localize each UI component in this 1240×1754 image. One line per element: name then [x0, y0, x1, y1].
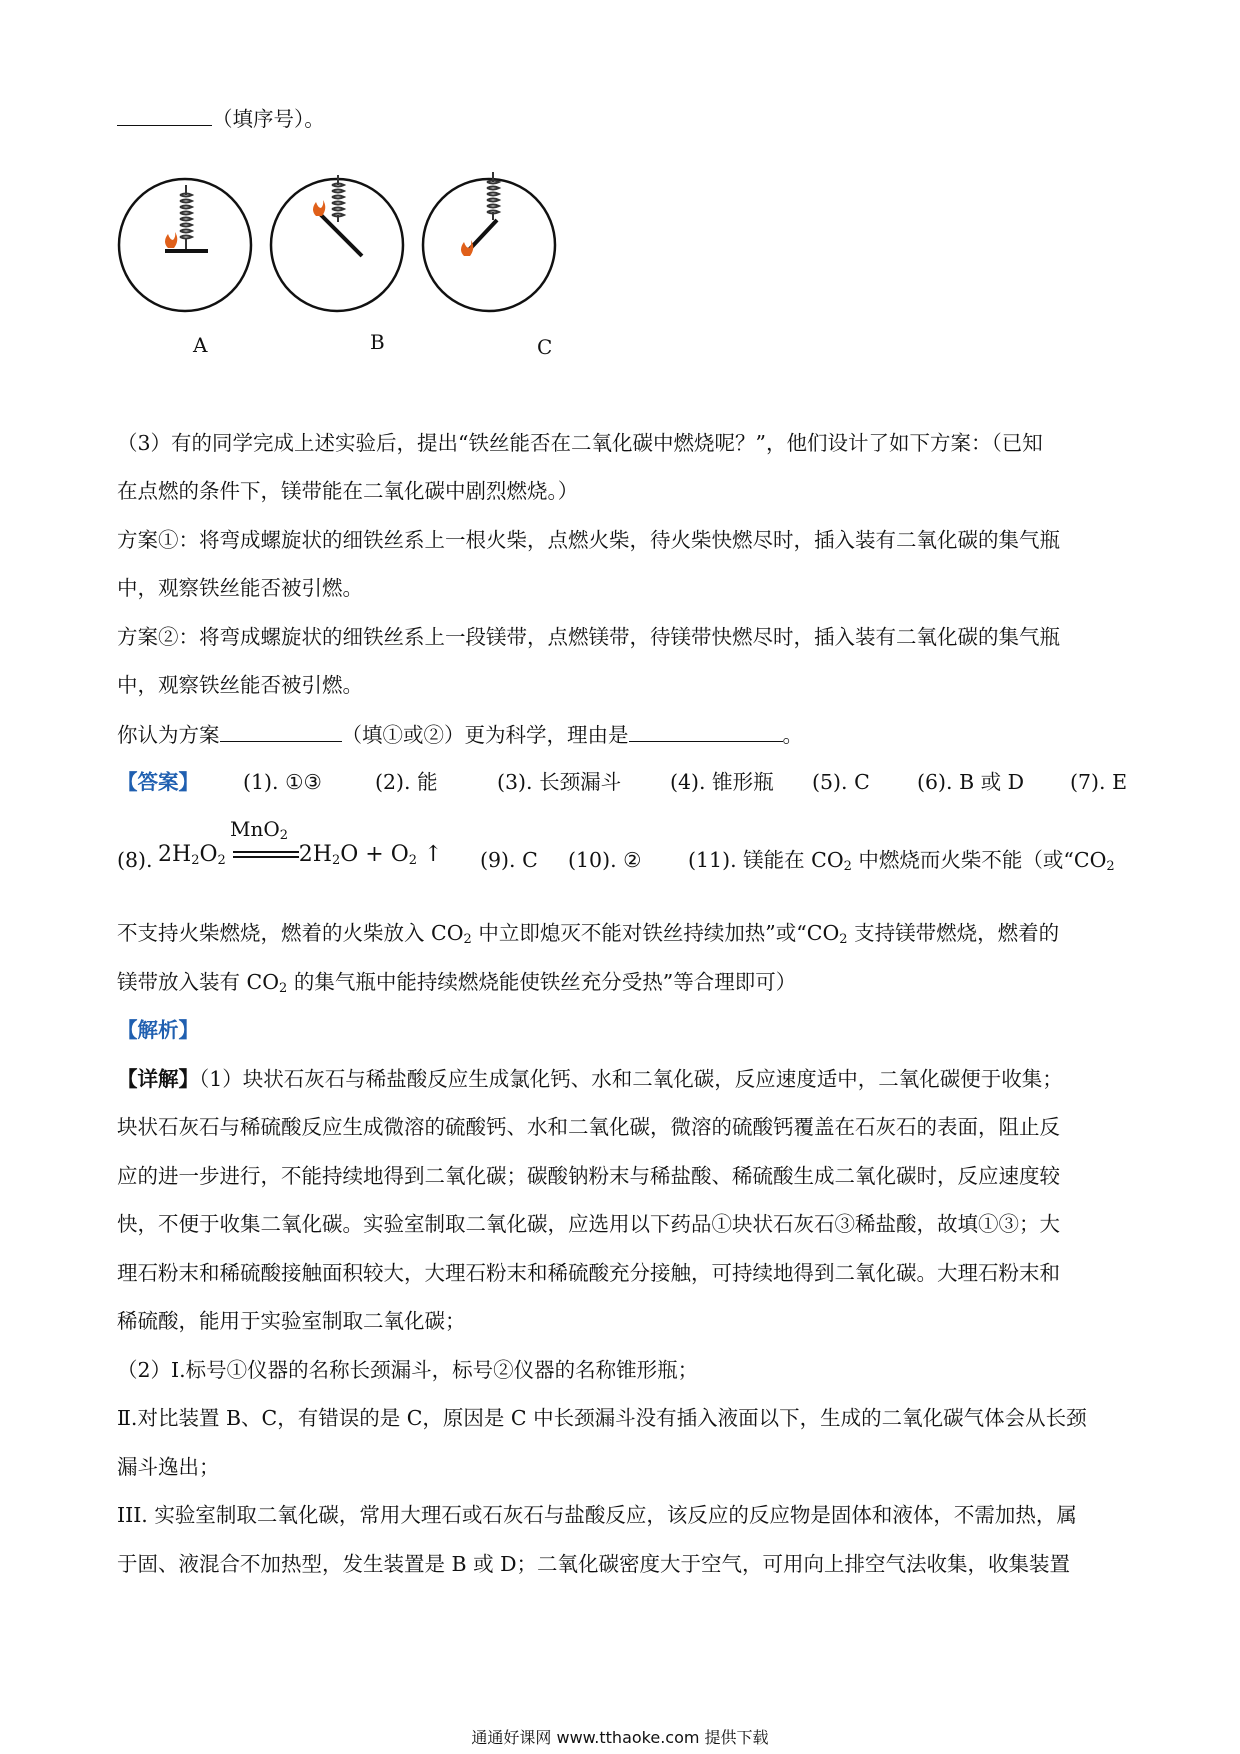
answer-item-5: (5). C [812, 770, 870, 794]
analysis-line-7: （2）Ⅰ.标号①仪器的名称长颈漏斗，标号②仪器的名称锥形瓶； [117, 1358, 699, 1382]
analysis-line-8: Ⅱ.对比装置 B、C，有错误的是 C，原因是 C 中长颈漏斗没有插入液面以下，生成的二氧化碳气体会从长颈 [117, 1406, 1087, 1430]
answer-item-11: (11). 镁能在 $CO_2$ 中燃烧而火柴不能（或“$CO_2$ [688, 848, 1115, 874]
detail-tag: 【详解】 [117, 1067, 199, 1091]
analysis-line-6: 稀硫酸，能用于实验室制取二氧化碳； [117, 1309, 466, 1333]
figure-label-c: C [537, 335, 553, 359]
intro-text: （填序号）。 [212, 107, 325, 131]
q3-ask-line [117, 719, 803, 750]
analysis-line-4: 快，不便于收集二氧化碳。实验室制取二氧化碳，应选用以下药品①块状石灰石③稀盐酸，故填①③；大 [117, 1212, 1060, 1236]
analysis-line-1: 【详解】（1）块状石灰石与稀盐酸反应生成氯化钙、水和二氧化碳，反应速度适中，二氧化碳便于收集； [117, 1067, 1063, 1091]
figure-label-b: B [370, 330, 385, 354]
reaction-equals-sign [233, 845, 299, 865]
catalyst-text: MnO [230, 817, 280, 841]
plan2-line-b: 中，观察铁丝能否被引燃。 [117, 673, 363, 697]
chemical-equation: $2H_2O_2$ $2H_2O + O_2$ ↑ [158, 842, 443, 868]
answer-item-9: (9). C [480, 848, 538, 872]
answer-tag: 【答案】 [117, 770, 199, 794]
plan-blank [220, 719, 342, 742]
answer-item-8-label: (8). [117, 848, 153, 872]
figure-a-diagram [119, 179, 251, 311]
answer-item-7: (7). E [1070, 770, 1128, 794]
figure-label-a: A [193, 333, 208, 357]
answer-line-b: 不支持火柴燃烧，燃着的火柴放入 $CO_2$ 中立即熄灭不能对铁丝持续加热”或“$CO_2$ 支持镁带燃烧，燃着的 [117, 921, 1060, 947]
answer-line-c: 镁带放入装有 $CO_2$ 的集气瓶中能持续燃烧能使铁丝充分受热”等合理即可） [117, 970, 797, 996]
analysis-tag: 【解析】 [117, 1018, 199, 1042]
q3-line-2: 在点燃的条件下，镁带能在二氧化碳中剧烈燃烧。） [117, 479, 579, 503]
answer-item-3: (3). 长颈漏斗 [497, 770, 622, 794]
answer-item-4: (4). 锥形瓶 [670, 770, 774, 794]
ask-part-3: 。 [782, 723, 803, 747]
answer-item-1: (1). ①③ [243, 770, 322, 794]
analysis-line-5: 理石粉末和稀硫酸接触面积较大，大理石粉末和稀硫酸充分接触，可持续地得到二氧化碳。大理石粉末和 [117, 1261, 1060, 1285]
analysis-line-2: 块状石灰石与稀硫酸反应生成微溶的硫酸钙、水和二氧化碳，微溶的硫酸钙覆盖在石灰石的表面，阻止反 [117, 1115, 1060, 1139]
catalyst-subscript: 2 [279, 828, 289, 843]
analysis-line-11: 于固、液混合不加热型，发生装置是 B 或 D；二氧化碳密度大于空气，可用向上排空气法收集，收集装置 [117, 1552, 1071, 1576]
plan2-line-a: 方案②：将弯成螺旋状的细铁丝系上一段镁带，点燃镁带，待镁带快燃尽时，插入装有二氧化碳的集气瓶 [117, 625, 1060, 649]
ask-part-1: 你认为方案 [117, 723, 220, 747]
ask-part-2: （填①或②）更为科学，理由是 [341, 723, 629, 747]
catalyst-label [230, 817, 288, 843]
figure-b-diagram [271, 175, 403, 311]
analysis-line-9: 漏斗逸出； [117, 1455, 220, 1479]
plan1-line-a: 方案①：将弯成螺旋状的细铁丝系上一根火柴，点燃火柴，待火柴快燃尽时，插入装有二氧化碳的集气瓶 [117, 528, 1060, 552]
reason-blank [629, 719, 783, 742]
answer-item-2: (2). 能 [375, 770, 438, 794]
plan1-line-b: 中，观察铁丝能否被引燃。 [117, 576, 363, 600]
answer-item-6: (6). B 或 D [917, 770, 1025, 794]
analysis-line-3: 应的进一步进行，不能持续地得到二氧化碳；碳酸钠粉末与稀盐酸、稀硫酸生成二氧化碳时，反应速度较 [117, 1164, 1060, 1188]
analysis-line-10: III. 实验室制取二氧化碳，常用大理石或石灰石与盐酸反应，该反应的反应物是固体和液体，不需加热，属 [117, 1503, 1077, 1527]
q3-line-1: （3）有的同学完成上述实验后，提出“铁丝能否在二氧化碳中燃烧呢？”，他们设计了如下方案：（已知 [117, 431, 1043, 455]
answer-item-10: (10). ② [568, 848, 642, 872]
answer-blank [117, 103, 212, 126]
page-footer: 通通好课网 www.tthaoke.com 提供下载 [471, 1728, 769, 1747]
intro-line [117, 103, 325, 134]
figure-c-diagram [423, 172, 555, 311]
